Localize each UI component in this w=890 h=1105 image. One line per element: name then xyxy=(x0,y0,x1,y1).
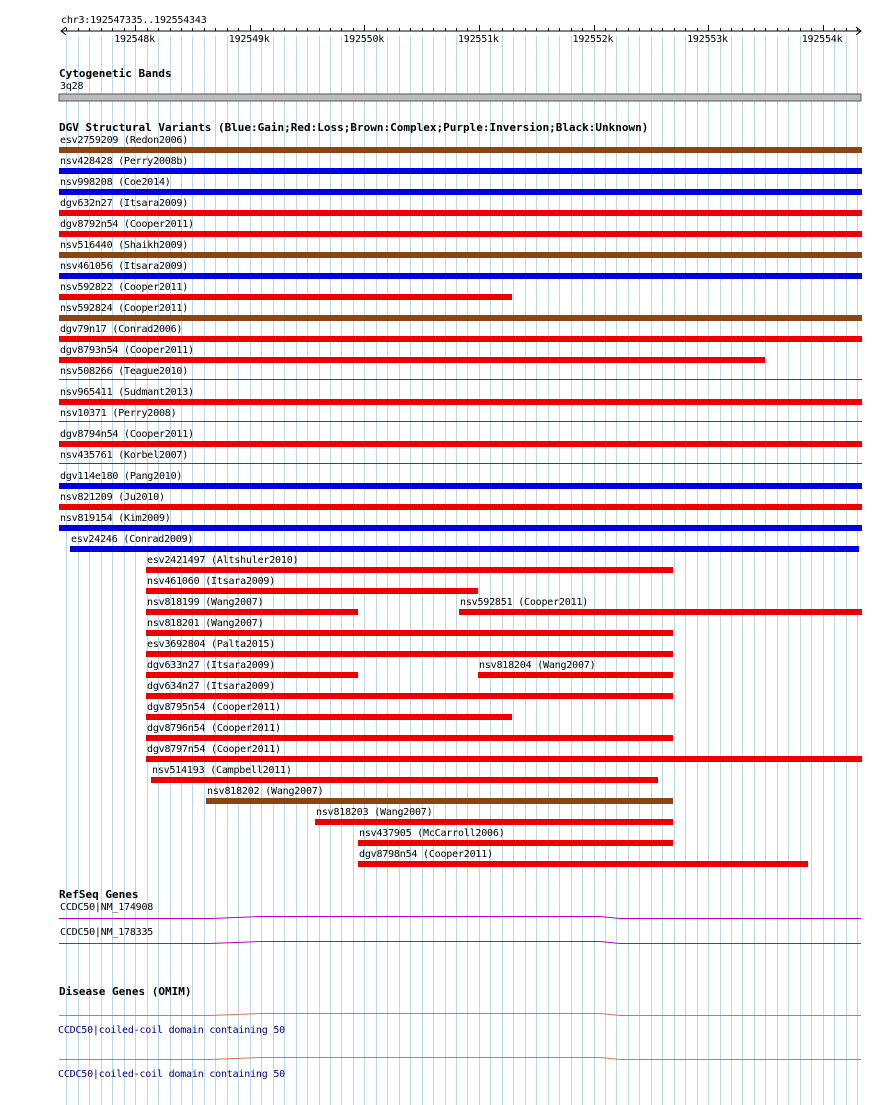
variant-label[interactable]: dgv8798n54 (Cooper2011) xyxy=(359,849,493,860)
gene-label[interactable]: CCDC50|NM_178335 xyxy=(60,927,154,938)
ruler-tick-label: 192549k xyxy=(228,34,270,45)
variant-label[interactable]: dgv633n27 (Itsara2009) xyxy=(147,660,276,671)
refseq-track-title: RefSeq Genes xyxy=(59,888,139,901)
variant-bar[interactable] xyxy=(59,294,512,300)
cytoband-label: 3q28 xyxy=(60,81,84,92)
omim-track-title: Disease Genes (OMIM) xyxy=(59,985,192,998)
variant-bar[interactable] xyxy=(358,861,808,867)
variant-bar[interactable] xyxy=(59,336,862,342)
variant-label[interactable]: esv2421497 (Altshuler2010) xyxy=(147,555,299,566)
variant-bar[interactable] xyxy=(146,609,358,615)
variant-label[interactable]: dgv8795n54 (Cooper2011) xyxy=(147,702,281,713)
omim-line[interactable] xyxy=(59,1058,861,1060)
variant-bar[interactable] xyxy=(59,483,862,489)
variant-bar[interactable] xyxy=(59,399,862,405)
variant-bar[interactable] xyxy=(146,756,862,762)
gene-model-line[interactable] xyxy=(59,917,861,919)
variant-label[interactable]: dgv632n27 (Itsara2009) xyxy=(60,198,189,209)
variant-bar[interactable] xyxy=(59,357,765,363)
variant-label[interactable]: nsv508266 (Teague2010) xyxy=(60,366,189,377)
variant-label[interactable]: nsv998208 (Coe2014) xyxy=(60,177,171,188)
variant-bar[interactable] xyxy=(59,421,862,422)
variant-label[interactable]: nsv818199 (Wang2007) xyxy=(147,597,264,608)
variant-bar[interactable] xyxy=(146,735,673,741)
variant-bar[interactable] xyxy=(146,672,358,678)
omim-entry-label[interactable]: CCDC50|coiled-coil domain containing 50 xyxy=(58,1025,285,1036)
dgv-track-title: DGV Structural Variants (Blue:Gain;Red:Loss;Brown:Complex;Purple:Inversion;Black:Unknown) xyxy=(59,121,649,134)
variant-bar[interactable] xyxy=(59,379,862,380)
variant-bar[interactable] xyxy=(146,588,478,594)
variant-bar[interactable] xyxy=(59,463,862,464)
cytoband-track-title: Cytogenetic Bands xyxy=(59,67,172,80)
variant-label[interactable]: nsv592824 (Cooper2011) xyxy=(60,303,189,314)
variant-bar[interactable] xyxy=(358,840,673,846)
variant-label[interactable]: nsv437905 (McCarroll2006) xyxy=(359,828,505,839)
cytoband-bar-3q28[interactable] xyxy=(59,94,861,101)
variant-bar[interactable] xyxy=(478,672,673,678)
variant-label[interactable]: nsv819154 (Kim2009) xyxy=(60,513,171,524)
variant-bar[interactable] xyxy=(146,693,673,699)
variant-label[interactable]: nsv592851 (Cooper2011) xyxy=(460,597,589,608)
variant-bar[interactable] xyxy=(70,546,859,552)
variant-bar[interactable] xyxy=(59,210,862,216)
variant-label[interactable]: dgv8796n54 (Cooper2011) xyxy=(147,723,281,734)
ruler-tick-label: 192548k xyxy=(114,34,155,45)
variant-label[interactable]: nsv965411 (Sudmant2013) xyxy=(60,387,194,398)
variant-bar[interactable] xyxy=(146,651,673,657)
variant-label[interactable]: nsv818202 (Wang2007) xyxy=(207,786,324,797)
variant-bar[interactable] xyxy=(59,168,862,174)
variant-bar[interactable] xyxy=(315,819,673,825)
variant-label[interactable]: nsv435761 (Korbel2007) xyxy=(60,450,189,461)
variant-bar[interactable] xyxy=(59,252,862,258)
variant-label[interactable]: nsv461060 (Itsara2009) xyxy=(147,576,276,587)
variant-bar[interactable] xyxy=(59,273,862,279)
variant-bar[interactable] xyxy=(59,504,862,510)
variant-label[interactable]: dgv634n27 (Itsara2009) xyxy=(147,681,276,692)
omim-lines xyxy=(59,1014,861,1060)
variant-label[interactable]: nsv818203 (Wang2007) xyxy=(316,807,433,818)
ruler-tick-label: 192551k xyxy=(457,34,499,45)
ruler-tick-label: 192552k xyxy=(572,34,614,45)
variant-bar[interactable] xyxy=(146,567,673,573)
variant-label[interactable]: dgv8797n54 (Cooper2011) xyxy=(147,744,281,755)
gene-label[interactable]: CCDC50|NM_174908 xyxy=(60,902,154,913)
variant-label[interactable]: nsv821209 (Ju2010) xyxy=(60,492,165,503)
omim-entry-label[interactable]: CCDC50|coiled-coil domain containing 50 xyxy=(58,1069,285,1080)
variant-bar[interactable] xyxy=(459,609,862,615)
variant-bar[interactable] xyxy=(59,525,862,531)
ruler-tick-label: 192554k xyxy=(801,34,843,45)
variant-label[interactable]: esv3692804 (Palta2015) xyxy=(147,639,276,650)
dgv-variant-bars xyxy=(59,147,862,867)
variant-label[interactable]: nsv10371 (Perry2008) xyxy=(60,408,177,419)
variant-bar[interactable] xyxy=(146,630,673,636)
variant-label[interactable]: dgv79n17 (Conrad2006) xyxy=(60,324,183,335)
variant-label[interactable]: nsv818201 (Wang2007) xyxy=(147,618,264,629)
variant-label[interactable]: dgv8793n54 (Cooper2011) xyxy=(60,345,194,356)
variant-label[interactable]: esv2759209 (Redon2006) xyxy=(60,135,189,146)
variant-label[interactable]: nsv514193 (Campbell2011) xyxy=(152,765,292,776)
variant-label[interactable]: nsv428428 (Perry2008b) xyxy=(60,156,189,167)
refseq-gene-lines xyxy=(59,917,861,944)
variant-bar[interactable] xyxy=(59,147,862,153)
variant-bar[interactable] xyxy=(59,441,862,447)
variant-bar[interactable] xyxy=(206,798,673,804)
variant-label[interactable]: esv24246 (Conrad2009) xyxy=(71,534,194,545)
variant-bar[interactable] xyxy=(151,777,658,783)
variant-label[interactable]: nsv461056 (Itsara2009) xyxy=(60,261,189,272)
omim-line[interactable] xyxy=(59,1014,861,1016)
variant-label[interactable]: dgv8792n54 (Cooper2011) xyxy=(60,219,194,230)
variant-label[interactable]: nsv592822 (Cooper2011) xyxy=(60,282,189,293)
ruler-tick-label: 192553k xyxy=(687,34,728,45)
variant-label[interactable]: dgv114e180 (Pang2010) xyxy=(60,471,183,482)
variant-label[interactable]: nsv818204 (Wang2007) xyxy=(479,660,596,671)
variant-bar[interactable] xyxy=(59,315,862,321)
variant-bar[interactable] xyxy=(59,231,862,237)
ruler-tick-label: 192550k xyxy=(343,34,385,45)
locus-label: chr3:192547335..192554343 xyxy=(61,15,207,26)
variant-label[interactable]: nsv516440 (Shaikh2009) xyxy=(60,240,189,251)
variant-bar[interactable] xyxy=(59,189,862,195)
variant-label[interactable]: dgv8794n54 (Cooper2011) xyxy=(60,429,194,440)
gene-model-line[interactable] xyxy=(59,942,861,944)
variant-bar[interactable] xyxy=(146,714,512,720)
